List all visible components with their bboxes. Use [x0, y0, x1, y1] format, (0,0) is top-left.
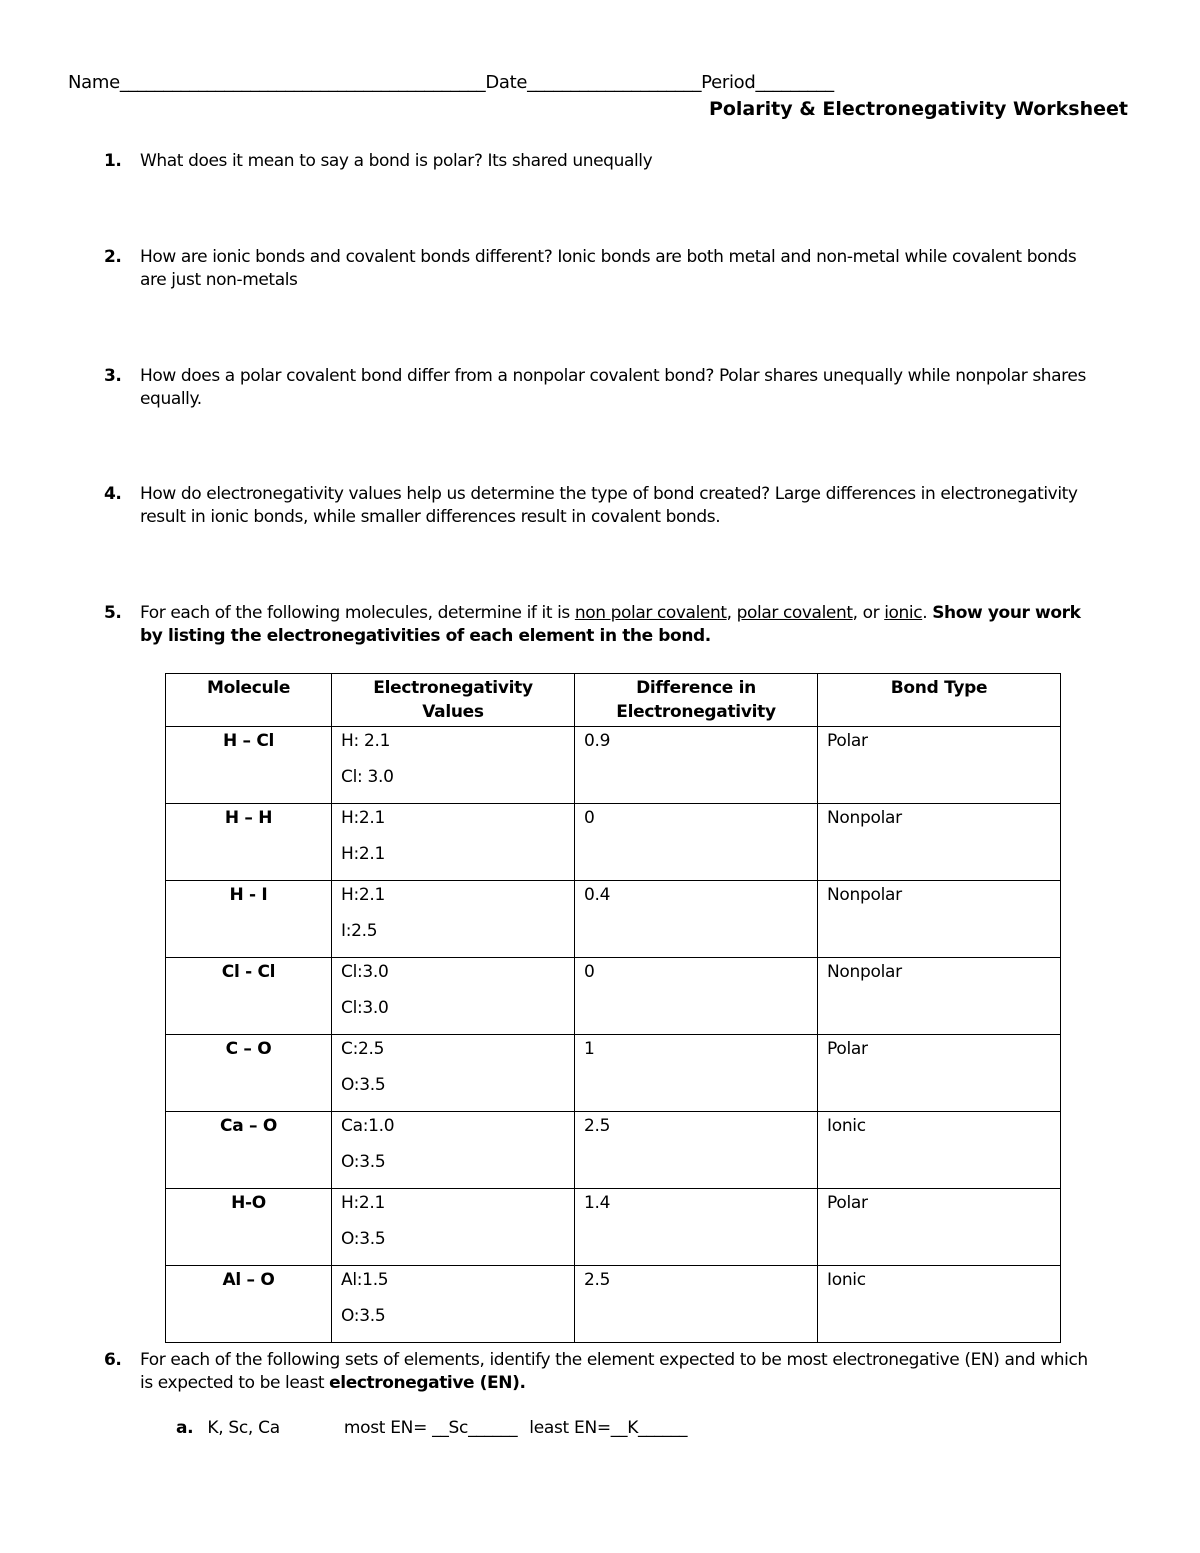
en-values-cell [332, 727, 575, 804]
en-value-2: Cl:3.0 [341, 998, 389, 1018]
bond-type-cell: Polar [818, 1035, 1061, 1112]
difference-cell: 2.5 [575, 1266, 818, 1343]
bond-type-cell: Ionic [818, 1112, 1061, 1189]
period-field[interactable]: _________ [755, 72, 834, 93]
question-number: 1. [104, 151, 122, 171]
question-text: How do electronegativity values help us determine the type of bond created? Large differences in electronegativity result in ionic bonds, while smaller differences result in covalent bonds. [140, 484, 1078, 527]
question-6a [176, 1418, 687, 1438]
difference-cell: 0 [575, 958, 818, 1035]
date-label: Date [485, 72, 528, 93]
table-row [166, 1035, 1061, 1112]
en-value-1: Al:1.5 [341, 1270, 389, 1290]
question-text: How does a polar covalent bond differ from a nonpolar covalent bond? Polar shares unequally while nonpolar shares equally. [140, 366, 1086, 409]
question-text: For each of the following molecules, determine if it is non polar covalent, polar covalent, or ionic. Show your work by listing the electronegativities of each element in the bond. [140, 603, 1081, 646]
name-label: Name [68, 72, 120, 93]
table-row [166, 958, 1061, 1035]
period-label: Period [701, 72, 756, 93]
en-value-2: O:3.5 [341, 1152, 386, 1172]
en-value-1: H:2.1 [341, 885, 386, 905]
header-en-values: Electronegativity Values [332, 674, 575, 727]
question-text: For each of the following sets of elements, identify the element expected to be most electronegative (EN) and which is expected to be least electronegative (EN). [140, 1350, 1088, 1393]
difference-cell: 2.5 [575, 1112, 818, 1189]
instruction-bold: Show your work by listing the electronegativities of each element in the bond. [140, 603, 1081, 646]
question-5 [104, 602, 1104, 648]
en-values-cell [332, 958, 575, 1035]
molecule-cell: Cl - Cl [166, 958, 332, 1035]
option-ionic: ionic [884, 603, 923, 623]
molecule-cell: H – H [166, 804, 332, 881]
least-en-answer[interactable]: least EN=__K______ [529, 1418, 688, 1438]
difference-cell: 1 [575, 1035, 818, 1112]
en-value-1: H:2.1 [341, 808, 386, 828]
bond-type-cell: Nonpolar [818, 804, 1061, 881]
question-4 [104, 483, 1104, 529]
question-number: 6. [104, 1350, 122, 1370]
table-row [166, 1112, 1061, 1189]
en-value-1: Ca:1.0 [341, 1116, 395, 1136]
en-value-1: C:2.5 [341, 1039, 385, 1059]
name-field[interactable]: __________________________________________ [119, 72, 486, 93]
header-difference: Difference in Electronegativity [575, 674, 818, 727]
question-number: 4. [104, 484, 122, 504]
worksheet-title: Polarity & Electronegativity Worksheet [708, 98, 1128, 120]
question-6 [104, 1349, 1104, 1395]
electronegativity-table [165, 673, 1061, 1343]
table-header-row [166, 674, 1061, 727]
en-value-2: H:2.1 [341, 844, 386, 864]
bond-type-cell: Nonpolar [818, 958, 1061, 1035]
en-value-2: O:3.5 [341, 1075, 386, 1095]
question-number: 5. [104, 603, 122, 623]
header-bond-type: Bond Type [818, 674, 1061, 727]
table-row [166, 1266, 1061, 1343]
question-text: What does it mean to say a bond is polar? Its shared unequally [140, 151, 653, 171]
en-value-1: H:2.1 [341, 1193, 386, 1213]
en-value-2: O:3.5 [341, 1306, 386, 1326]
bond-type-cell: Polar [818, 727, 1061, 804]
en-value-2: O:3.5 [341, 1229, 386, 1249]
bond-type-cell: Nonpolar [818, 881, 1061, 958]
student-info-line [68, 72, 1128, 93]
header-molecule: Molecule [166, 674, 332, 727]
most-en-answer[interactable]: most EN= __Sc______ [343, 1418, 518, 1438]
element-set: K, Sc, Ca [207, 1418, 280, 1438]
question-1 [104, 150, 1104, 173]
molecule-cell: H-O [166, 1189, 332, 1266]
en-values-cell [332, 1112, 575, 1189]
en-values-cell [332, 1035, 575, 1112]
en-value-2: I:2.5 [341, 921, 378, 941]
en-values-cell [332, 1266, 575, 1343]
question-number: 2. [104, 247, 122, 267]
en-values-cell [332, 881, 575, 958]
molecule-cell: H - I [166, 881, 332, 958]
molecule-cell: Al – O [166, 1266, 332, 1343]
difference-cell: 0.9 [575, 727, 818, 804]
question-number: 3. [104, 366, 122, 386]
question-2 [104, 246, 1104, 292]
sub-label: a. [176, 1418, 194, 1438]
en-values-cell [332, 1189, 575, 1266]
table-row [166, 1189, 1061, 1266]
bond-type-cell: Polar [818, 1189, 1061, 1266]
option-nonpolar: non polar covalent [574, 603, 727, 623]
table-row [166, 804, 1061, 881]
option-polar: polar covalent [736, 603, 853, 623]
date-field[interactable]: ____________________ [527, 72, 702, 93]
en-value-1: Cl:3.0 [341, 962, 389, 982]
molecule-cell: C – O [166, 1035, 332, 1112]
difference-cell: 0 [575, 804, 818, 881]
bond-type-cell: Ionic [818, 1266, 1061, 1343]
table-row [166, 727, 1061, 804]
en-values-cell [332, 804, 575, 881]
table-row [166, 881, 1061, 958]
difference-cell: 0.4 [575, 881, 818, 958]
question-text: How are ionic bonds and covalent bonds different? Ionic bonds are both metal and non-metal while covalent bonds are just non-metals [140, 247, 1077, 290]
en-value-1: H: 2.1 [341, 731, 391, 751]
difference-cell: 1.4 [575, 1189, 818, 1266]
question-3 [104, 365, 1104, 411]
molecule-cell: Ca – O [166, 1112, 332, 1189]
molecule-cell: H – Cl [166, 727, 332, 804]
en-value-2: Cl: 3.0 [341, 767, 394, 787]
